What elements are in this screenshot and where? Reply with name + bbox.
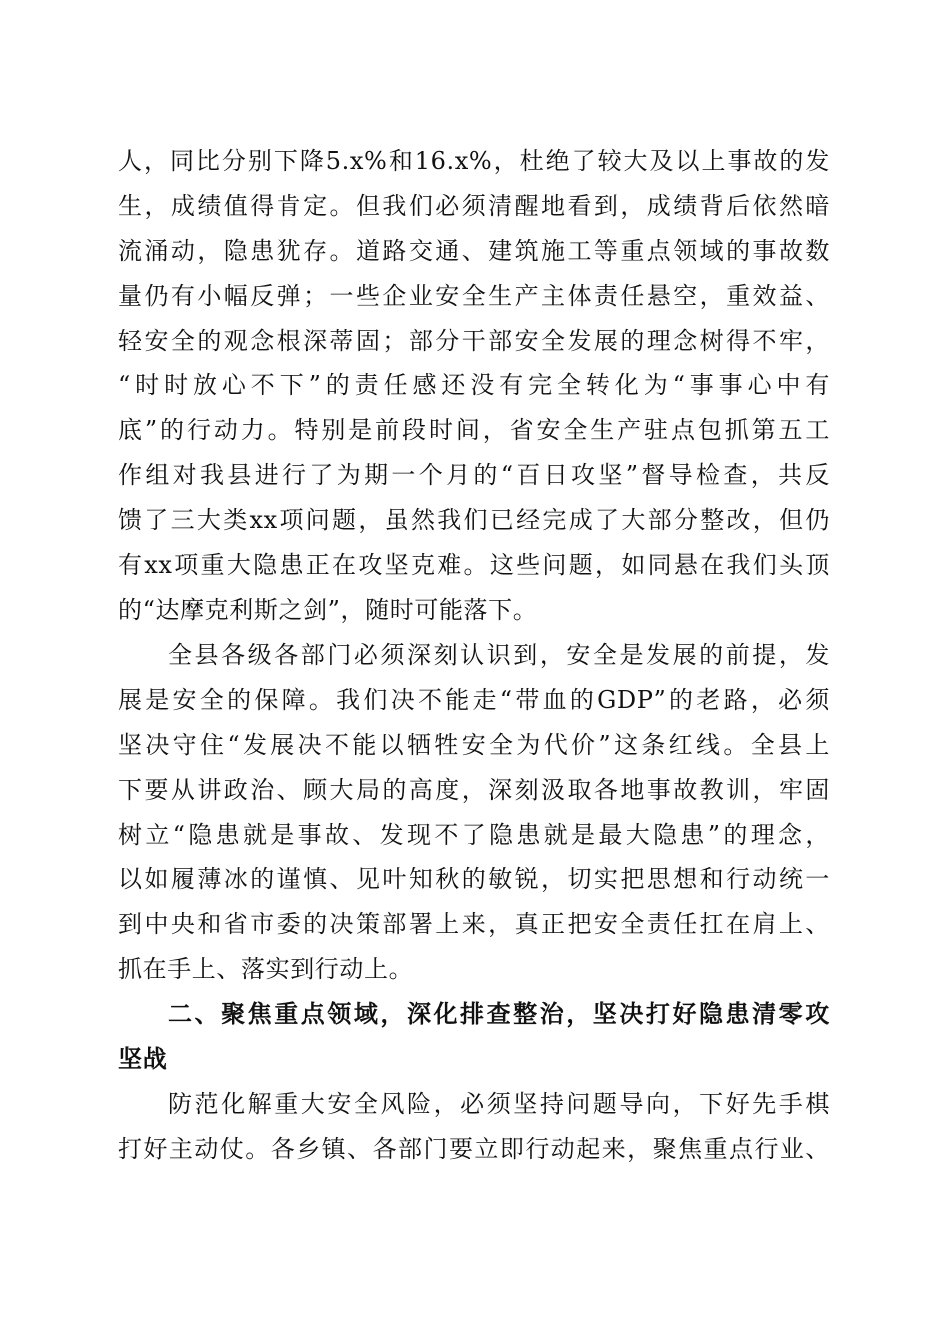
text-line: 馈了三大类xx项问题，虽然我们已经完成了大部分整改，但仍	[118, 506, 830, 535]
heading-line: 二、聚焦重点领域，深化排查整治，坚决打好隐患清零攻	[168, 1000, 830, 1028]
text-line: 的“达摩克利斯之剑”，随时可能落下。	[118, 595, 538, 624]
text-line: 流涌动，隐患犹存。道路交通、建筑施工等重点领域的事故数	[118, 236, 830, 265]
section-heading	[118, 992, 830, 1082]
text-line: 全县各级各部门必须深刻认识到，安全是发展的前提，发	[168, 641, 830, 669]
text-line: 人，同比分别下降5.x%和16.x%，杜绝了较大及以上事故的发	[118, 147, 830, 175]
paragraph-safety-awareness	[118, 633, 830, 992]
text-line: 轻安全的观念根深蒂固；部分干部安全发展的理念树得不牢，	[118, 326, 830, 355]
text-line: 作组对我县进行了为期一个月的“百日攻坚”督导检查，共反	[118, 461, 830, 490]
text-line: 量仍有小幅反弹；一些企业安全生产主体责任悬空，重效益、	[118, 281, 830, 310]
text-line: 树立“隐患就是事故、发现不了隐患就是最大隐患”的理念，	[118, 820, 830, 849]
text-line: “时时放心不下”的责任感还没有完全转化为“事事心中有	[118, 371, 830, 400]
text-line: 有xx项重大隐患正在攻坚克难。这些问题，如同悬在我们头顶	[118, 551, 830, 580]
text-line: 到中央和省市委的决策部署上来，真正把安全责任扛在肩上、	[118, 910, 830, 939]
paragraph-risk-prevention	[118, 1082, 830, 1172]
paragraph-safety-status	[118, 139, 830, 633]
text-line: 打好主动仗。各乡镇、各部门要立即行动起来，聚焦重点行业、	[118, 1134, 830, 1163]
text-line: 下要从讲政治、顾大局的高度，深刻汲取各地事故教训，牢固	[118, 775, 830, 804]
heading-line: 坚战	[118, 1044, 168, 1073]
text-line: 抓在手上、落实到行动上。	[118, 955, 414, 984]
text-line: 以如履薄冰的谨慎、见叶知秋的敏锐，切实把思想和行动统一	[118, 865, 830, 894]
text-line: 坚决守住“发展决不能以牺牲安全为代价”这条红线。全县上	[118, 730, 830, 759]
text-line: 底”的行动力。特别是前段时间，省安全生产驻点包抓第五工	[118, 416, 830, 445]
text-line: 防范化解重大安全风险，必须坚持问题导向，下好先手棋	[168, 1090, 830, 1118]
text-line: 展是安全的保障。我们决不能走“带血的GDP”的老路，必须	[118, 685, 830, 714]
text-line: 生，成绩值得肯定。但我们必须清醒地看到，成绩背后依然暗	[118, 191, 830, 220]
